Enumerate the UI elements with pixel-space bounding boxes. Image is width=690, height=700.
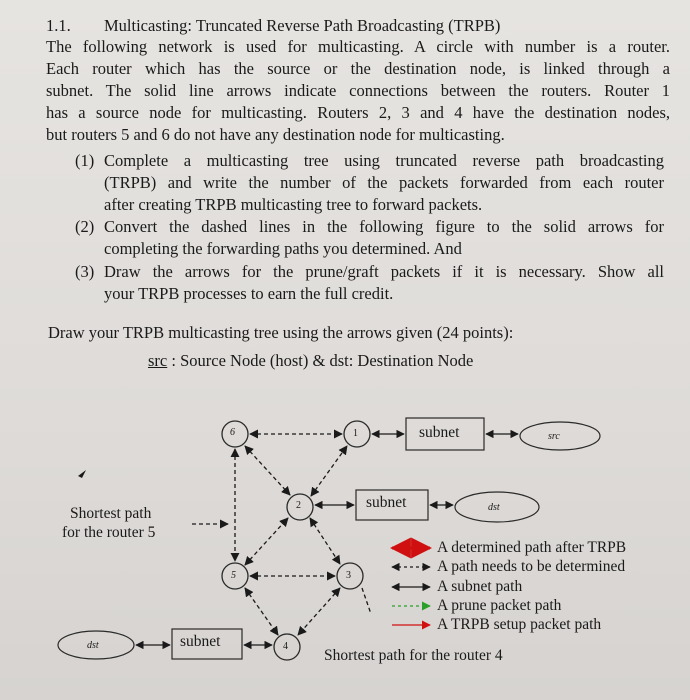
legend-label-subnet: A subnet path xyxy=(437,578,523,595)
intro-line-2: Each router which has the source or the destination node, is linked through a xyxy=(46,59,670,78)
subnet-label-router-2: subnet xyxy=(366,494,407,511)
dst-host-label-router-2: dst xyxy=(488,502,500,513)
intro-line-5: but routers 5 and 6 do not have any destination node for multicasting. xyxy=(46,125,505,144)
dashed-path-r3-r4 xyxy=(298,588,340,635)
router4-annotation: Shortest path for the router 4 xyxy=(324,647,503,664)
draw-prompt: Draw your TRPB multicasting tree using the arrows given (24 points): xyxy=(48,323,514,342)
task-3-label: (3) xyxy=(75,262,95,281)
task-1-line-2: (TRPB) and write the number of the packets forwarded from each router xyxy=(104,173,664,192)
dashed-path-r6-r2 xyxy=(245,446,290,495)
dst-host-label-router-4: dst xyxy=(87,640,99,651)
router5-annotation-line-1: Shortest path xyxy=(70,505,152,522)
question-number: 1.1. xyxy=(46,16,71,35)
legend-label-setup: A TRPB setup packet path xyxy=(437,616,602,633)
legend-label-determined: A determined path after TRPB xyxy=(437,539,627,556)
router-3-label: 3 xyxy=(346,570,351,581)
router-6-circle xyxy=(222,421,248,447)
dashed-path-r5-r4 xyxy=(245,588,278,635)
router5-annotation-line-2: for the router 5 xyxy=(62,524,156,541)
question-title: Multicasting: Truncated Reverse Path Broadcasting (TRPB) xyxy=(104,16,501,35)
task-2-line-1: Convert the dashed lines in the following figure to the solid arrows for xyxy=(104,217,664,236)
legend-symbols xyxy=(392,548,430,625)
cursor-mark xyxy=(78,470,86,478)
legend-label-prune: A prune packet path xyxy=(437,597,562,614)
task-3-line-1: Draw the arrows for the prune/graft packets if it is necessary. Show all xyxy=(104,262,664,281)
src-abbrev: src xyxy=(148,351,168,370)
router-5-label: 5 xyxy=(231,570,236,581)
legend-label-undetermined: A path needs to be determined xyxy=(437,558,626,575)
subnet-label-router-1: subnet xyxy=(419,424,460,441)
task-1-line-3: after creating TRPB multicasting tree to forward packets. xyxy=(104,195,483,214)
task-2-line-2: completing the forwarding paths you determined. And xyxy=(104,239,462,258)
task-1-label: (1) xyxy=(75,151,95,170)
intro-line-4: has a source node for multicasting. Routers 2, 3 and 4 have the destination nodes, xyxy=(46,103,670,122)
router-6-label: 6 xyxy=(230,427,235,438)
dashed-path-r2-r3 xyxy=(310,518,340,564)
task-3-line-2: your TRPB processes to earn the full credit. xyxy=(104,284,394,303)
task-1-line-1: Complete a multicasting tree using truncated reverse path broadcasting xyxy=(104,151,664,170)
subnet-label-router-4: subnet xyxy=(180,633,221,650)
src-host-ellipse xyxy=(520,422,600,450)
abbrev-description: : Source Node (host) & dst: Destination Node xyxy=(171,351,474,370)
intro-line-1: The following network is used for multicasting. A circle with number is a router. xyxy=(46,37,670,56)
dashed-path-r5-r2 xyxy=(245,518,288,565)
router-4-label: 4 xyxy=(283,641,288,652)
task-2-label: (2) xyxy=(75,217,95,236)
intro-line-3: subnet. The solid line arrows indicate connections between the routers. Router 1 xyxy=(46,81,670,100)
router-1-label: 1 xyxy=(353,428,358,439)
router-2-label: 2 xyxy=(296,500,301,511)
dashed-stub-r3 xyxy=(362,588,371,614)
src-host-label: src xyxy=(548,431,560,442)
dashed-path-r2-r1 xyxy=(311,446,347,496)
